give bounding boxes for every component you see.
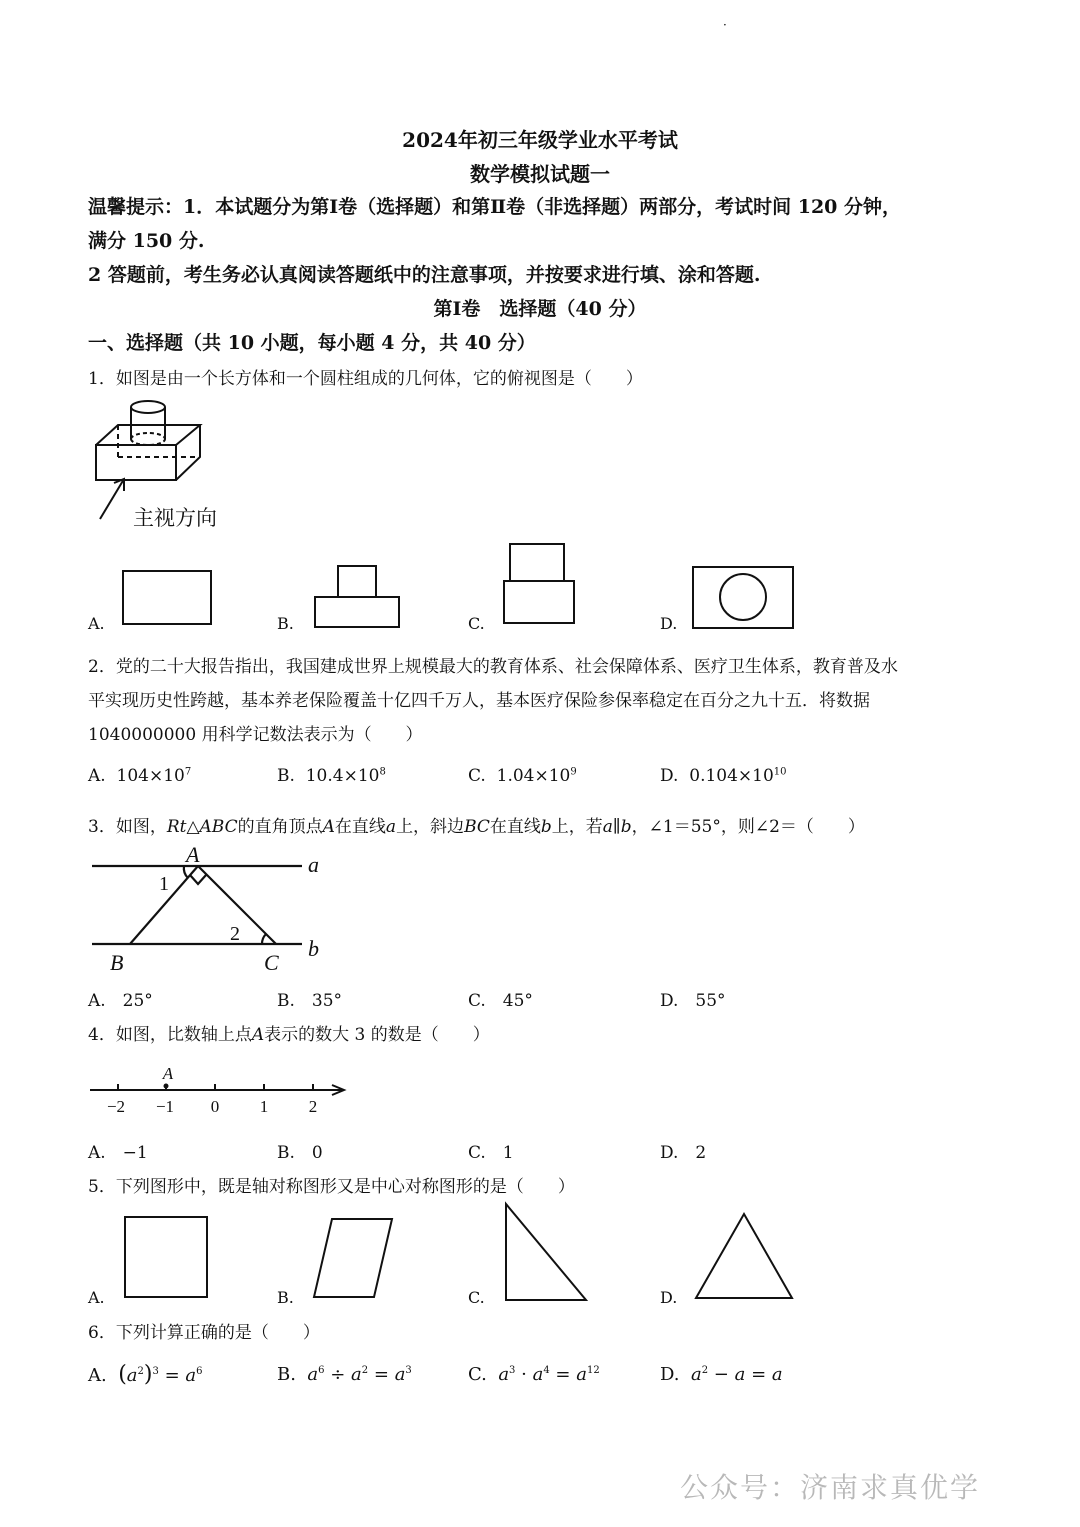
q2-option-b: B. $10.4\times 10^8$ [277,766,386,786]
q3-stem: 3．如图，Rt△ABC的直角顶点A在直线a上，斜边BC在直线b上，若a∥b，∠1＝55°，则∠2＝（ ） [88,817,865,837]
q1-option-d-label: D. [660,614,678,633]
q1-view-direction-label: 主视方向 [133,506,217,530]
vertex-b-label: B [110,950,124,975]
q5-option-a-label: A. [88,1288,105,1307]
line-b-label: b [308,936,319,961]
notice-line-2: 满分 150 分. [88,230,205,252]
q2-option-d: D. $0.104\times 10^{10}$ [660,766,787,786]
angle-1-label: 1 [159,873,169,895]
q2-option-a: A. $104\times 10^7$ [88,766,192,786]
q1-stem: 1．如图是由一个长方体和一个圆柱组成的几何体，它的俯视图是（ ） [88,369,643,389]
q1-option-a-label: A. [88,614,105,633]
tick-label: 1 [259,1097,269,1116]
q2-stem-line-2: 平实现历史性跨越，基本养老保险覆盖十亿四千万人，基本医疗保险参保率稳定在百分之九十五．将数据 [88,691,870,711]
exam-subtitle: 数学模拟试题一 [470,162,610,186]
q6-option-d: D. $a^2 - a = a$ [660,1364,783,1385]
part-heading: 一、选择题（共 10 小题，每小题 4 分，共 40 分） [88,332,536,354]
q2-stem-line-3: 1040000000 用科学记数法表示为（ ） [88,725,423,745]
q4-option-c: C. 1 [468,1143,514,1163]
q1-option-c-figure [502,543,580,627]
vertex-c-label: C [264,950,279,975]
exam-title: 2024年初三年级学业水平考试 [402,128,678,152]
q5-parallelogram-figure [310,1215,396,1303]
q3-option-d: D. 55° [660,991,726,1011]
q5-option-c-label: C. [468,1288,485,1307]
q3-option-a: A. 25° [88,991,153,1011]
q5-option-b-label: B. [277,1288,294,1307]
right-angle-mark [190,875,206,884]
tick-label: −1 [155,1097,175,1116]
tick-label: 0 [210,1097,220,1116]
q4-stem: 4．如图，比数轴上点A表示的数大 3 的数是（ ） [88,1025,490,1045]
point-a-dot [164,1084,169,1089]
q4-option-a: A. −1 [88,1143,148,1163]
notice-line-3: 2 答题前，考生务必认真阅读答题纸中的注意事项，并按要求进行填、涂和答题. [88,264,761,286]
q5-equilateral-triangle-figure [694,1212,798,1302]
q6-option-a: A. $(a^2)^3 = a^6$ [88,1362,203,1387]
angle-2-label: 2 [230,923,240,945]
q2-option-c: C. $1.04\times 10^9$ [468,766,577,786]
notice-line-1: 温馨提示：1．本试题分为第Ⅰ卷（选择题）和第Ⅱ卷（非选择题）两部分，考试时间 120 分钟， [88,196,902,218]
volume-heading: 第Ⅰ卷 选择题（40 分） [433,298,647,320]
q1-option-a-figure [122,570,214,628]
q2-stem-line-1: 2．党的二十大报告指出，我国建成世界上规模最大的教育体系、社会保障体系、医疗卫生体系，教育普及水 [88,657,898,677]
q1-option-b-figure [313,565,403,631]
q5-stem: 5．下列图形中，既是轴对称图形又是中心对称图形的是（ ） [88,1177,575,1197]
point-a-label: A [162,1064,174,1083]
q3-option-b: B. 35° [277,991,343,1011]
q1-option-d-figure [692,566,796,632]
angle-2-arc [262,934,266,944]
tick-label: 2 [308,1097,318,1116]
q3-option-c: C. 45° [468,991,533,1011]
q5-right-triangle-figure [502,1202,590,1304]
q6-option-c: C. $a^3 \cdot a^4 = a^{12}$ [468,1364,600,1385]
q4-option-d: D. 2 [660,1143,707,1163]
q1-option-b-label: B. [277,614,294,633]
q4-option-b: B. 0 [277,1143,323,1163]
q6-option-b: B. $a^6 \div a^2 = a^3$ [277,1364,412,1385]
angle-1-arc [184,866,188,878]
tick-label: −2 [106,1097,126,1116]
q5-square-figure [123,1215,213,1303]
line-a-label: a [308,852,319,877]
q5-option-d-label: D. [660,1288,678,1307]
q4-number-line [88,1060,350,1120]
vertex-a-label: A [186,842,200,867]
q3-triangle-figure [90,842,330,977]
q6-stem: 6．下列计算正确的是（ ） [88,1323,320,1343]
q1-option-c-label: C. [468,614,485,633]
watermark: 公众号：济南求真优学 [680,1471,981,1504]
scan-dot: · [723,18,727,32]
